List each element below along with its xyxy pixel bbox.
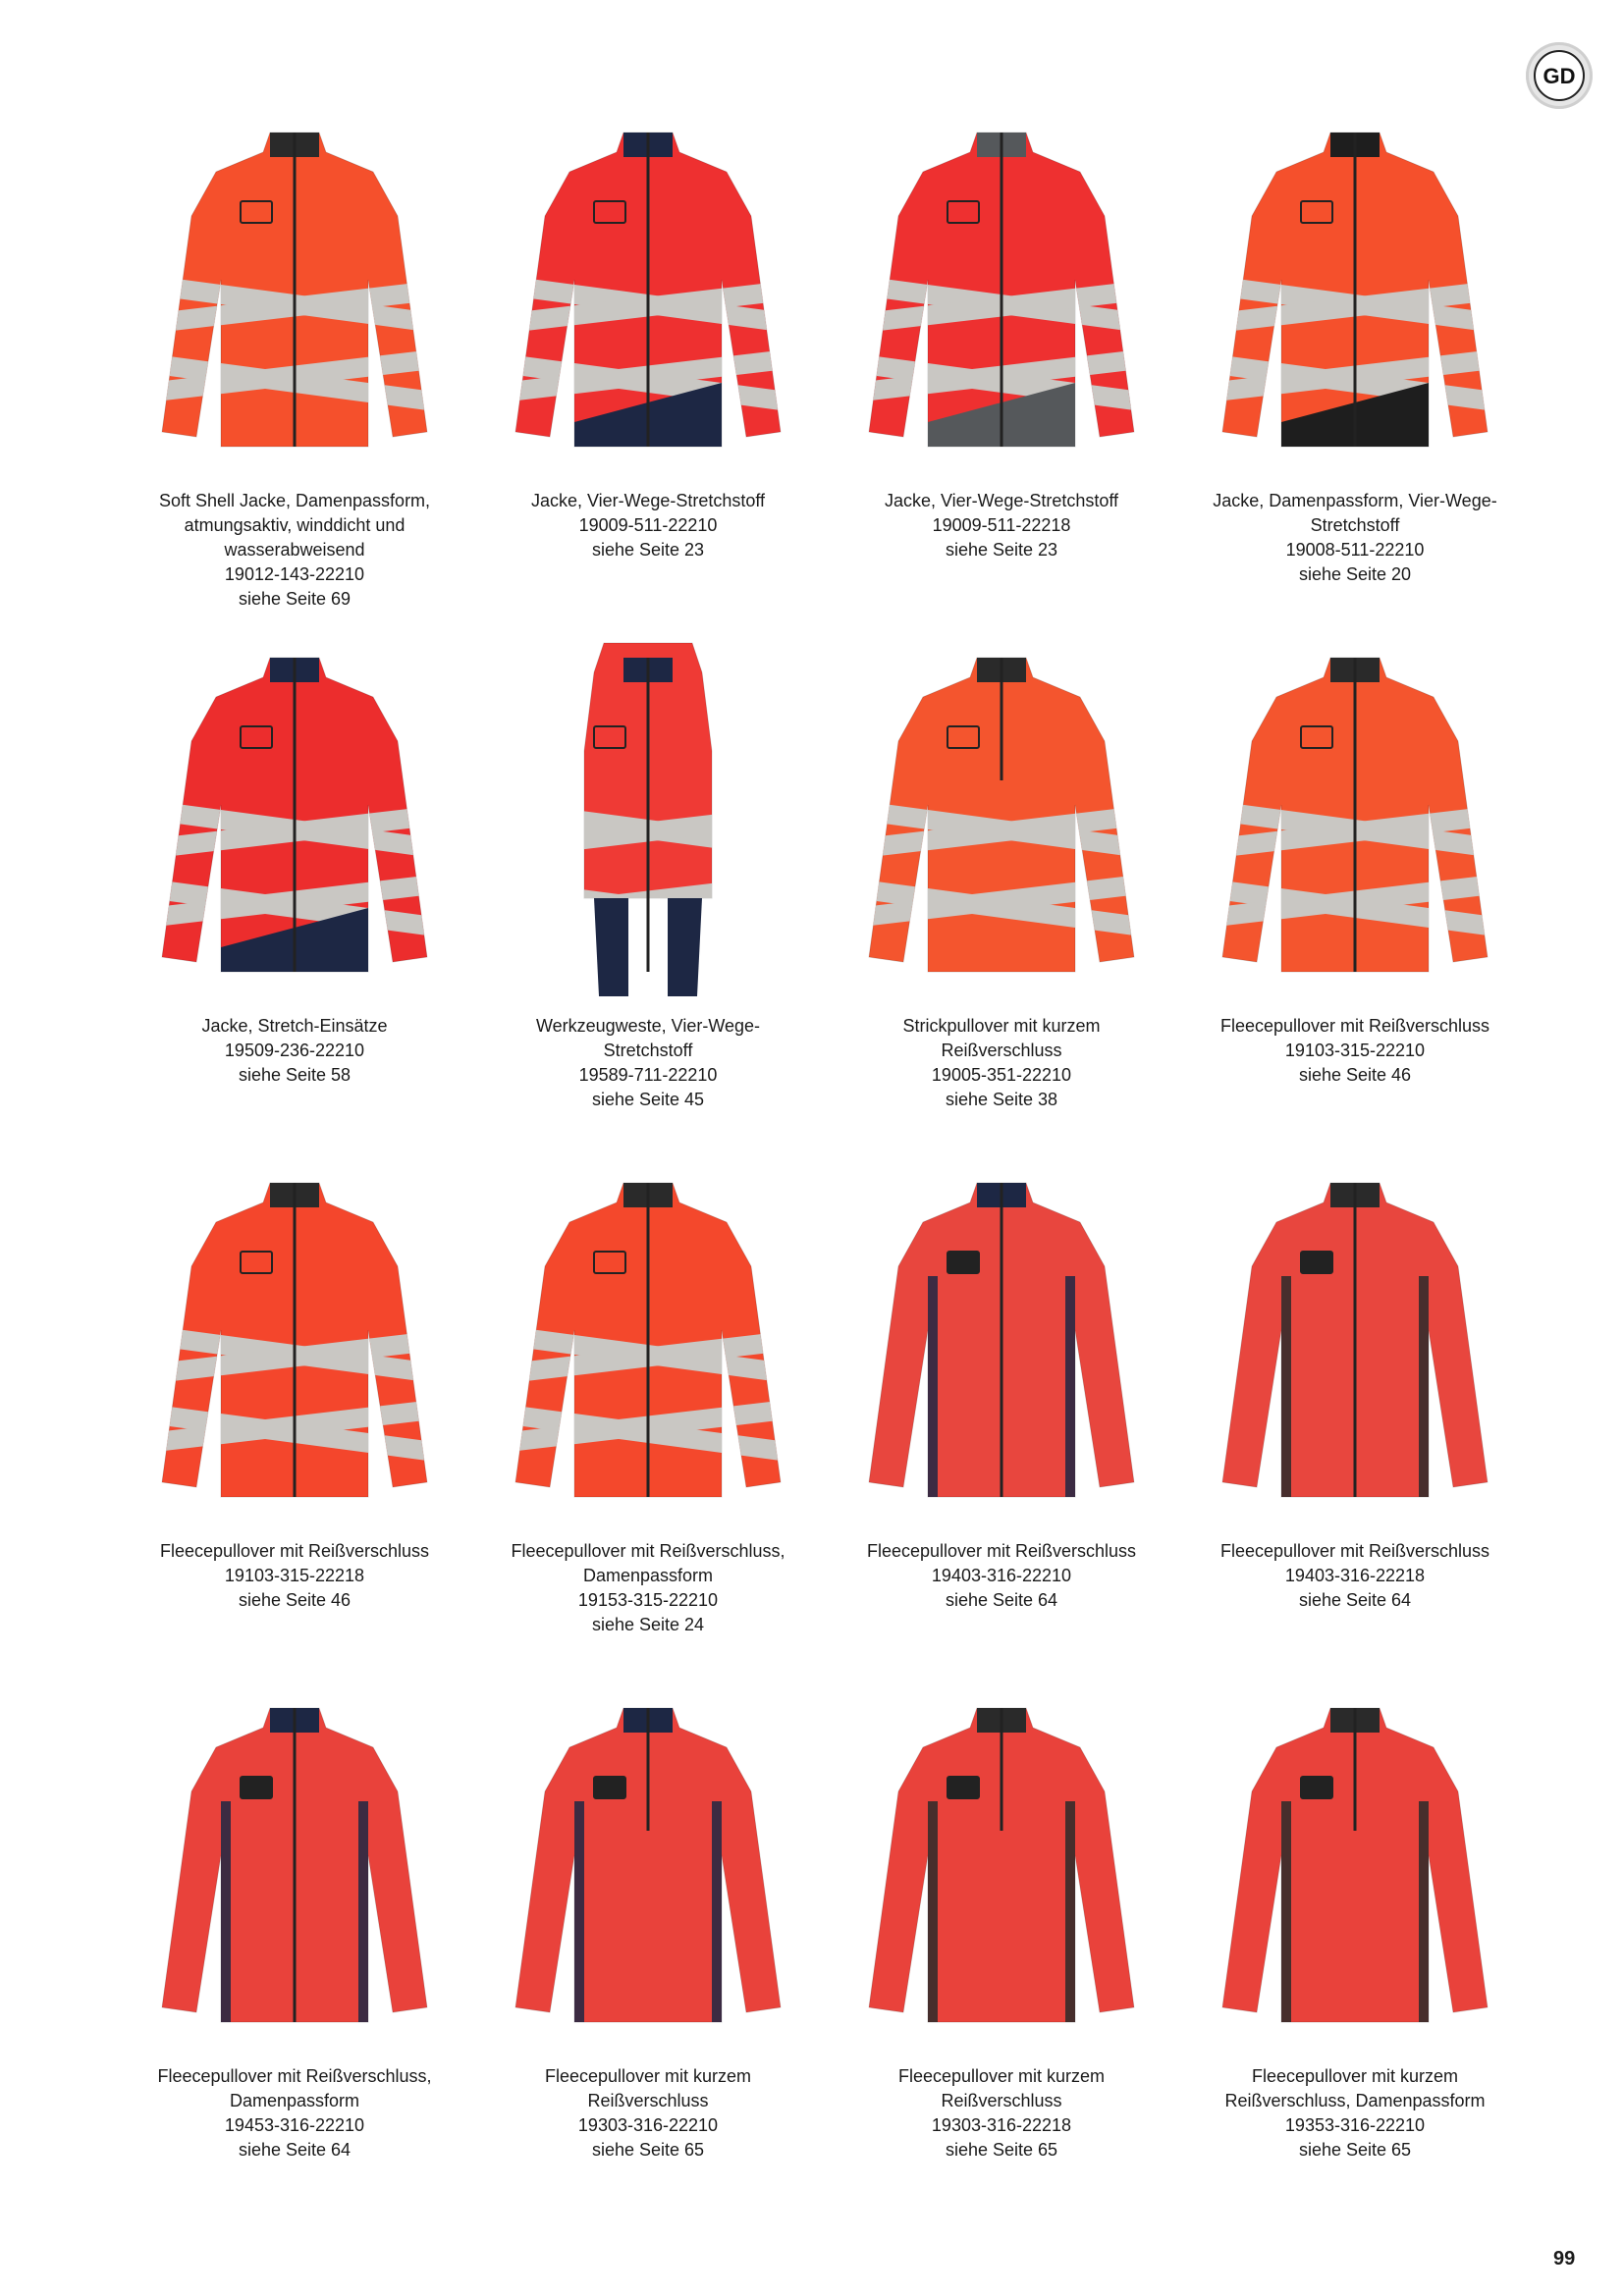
product-title-line: Reißverschluss <box>941 2091 1062 2110</box>
product-caption <box>486 1539 810 1637</box>
page-reference: siehe Seite 64 <box>945 1590 1058 1610</box>
product-code: 19012-143-22210 <box>224 564 365 584</box>
product-title-line: Fleecepullover mit Reißverschluss <box>1219 1016 1490 1036</box>
product-code: 19589-711-22210 <box>578 1065 718 1085</box>
product-title-line: Damenpassform <box>582 1566 714 1585</box>
product-title-line: Jacke, Stretch-Einsätze <box>201 1016 388 1036</box>
page-reference: siehe Seite 64 <box>238 2140 352 2160</box>
product-card <box>825 1158 1178 1683</box>
product-title-line: Fleecepullover mit Reißverschluss, <box>157 2066 432 2086</box>
product-card <box>118 108 471 633</box>
product-image <box>854 1683 1149 2056</box>
product-code: 19403-316-22210 <box>931 1566 1072 1585</box>
product-code: 19403-316-22218 <box>1284 1566 1426 1585</box>
product-caption <box>839 1539 1164 1613</box>
product-grid <box>118 108 1532 2209</box>
product-card <box>825 1683 1178 2209</box>
page-reference: siehe Seite 69 <box>238 589 352 609</box>
product-caption <box>839 2064 1164 2163</box>
product-code: 19353-316-22210 <box>1284 2115 1426 2135</box>
product-image <box>854 633 1149 1006</box>
page-reference: siehe Seite 45 <box>591 1090 705 1109</box>
brand-logo-icon <box>1532 48 1587 103</box>
product-caption <box>839 489 1164 562</box>
product-caption <box>486 1014 810 1112</box>
product-code: 19509-236-22210 <box>224 1041 365 1060</box>
product-image <box>1208 108 1502 481</box>
page-reference: siehe Seite 46 <box>1298 1065 1412 1085</box>
product-title-line: Jacke, Vier-Wege-Stretchstoff <box>530 491 766 510</box>
product-title-line: Fleecepullover mit Reißverschluss <box>1219 1541 1490 1561</box>
page-reference: siehe Seite 23 <box>945 540 1058 560</box>
product-code: 19009-511-22218 <box>932 515 1071 535</box>
product-caption <box>133 1014 457 1088</box>
product-caption <box>839 1014 1164 1112</box>
product-code: 19103-315-22210 <box>1284 1041 1426 1060</box>
page-reference: siehe Seite 65 <box>945 2140 1058 2160</box>
product-card <box>118 1683 471 2209</box>
product-image <box>147 1158 442 1531</box>
product-card <box>1178 633 1532 1158</box>
product-image <box>501 1683 795 2056</box>
page-reference: siehe Seite 65 <box>591 2140 705 2160</box>
page-reference: siehe Seite 64 <box>1298 1590 1412 1610</box>
product-caption <box>133 1539 457 1613</box>
product-title-line: Stretchstoff <box>1310 515 1400 535</box>
product-title-line: Reißverschluss <box>941 1041 1062 1060</box>
page-number: 99 <box>1553 2248 1576 2269</box>
product-title-line: Werkzeugweste, Vier-Wege- <box>535 1016 761 1036</box>
brand-logo <box>1526 42 1593 109</box>
page-reference: siehe Seite 20 <box>1298 564 1412 584</box>
product-image <box>1208 633 1502 1006</box>
product-image <box>501 633 795 1006</box>
page-reference: siehe Seite 23 <box>591 540 705 560</box>
page-reference: siehe Seite 38 <box>945 1090 1058 1109</box>
product-caption <box>1193 2064 1517 2163</box>
product-title-line: Fleecepullover mit kurzem <box>544 2066 752 2086</box>
product-title-line: Fleecepullover mit Reißverschluss, <box>511 1541 785 1561</box>
product-card <box>118 633 471 1158</box>
product-card <box>471 1158 825 1683</box>
product-card <box>471 108 825 633</box>
product-caption <box>486 489 810 562</box>
page-reference: siehe Seite 46 <box>238 1590 352 1610</box>
product-card <box>1178 1683 1532 2209</box>
product-caption <box>133 489 457 612</box>
product-caption <box>1193 1539 1517 1613</box>
product-title-line: Jacke, Damenpassform, Vier-Wege- <box>1213 491 1497 510</box>
product-image <box>854 108 1149 481</box>
product-title-line: Fleecepullover mit Reißverschluss <box>159 1541 430 1561</box>
product-title-line: Reißverschluss <box>587 2091 709 2110</box>
product-title-line: Fleecepullover mit Reißverschluss <box>866 1541 1137 1561</box>
product-title-line: Fleecepullover mit kurzem <box>1251 2066 1459 2086</box>
product-title-line: Soft Shell Jacke, Damenpassform, <box>158 491 431 510</box>
product-caption <box>486 2064 810 2163</box>
product-title-line: atmungsaktiv, winddicht und <box>184 515 406 535</box>
product-code: 19453-316-22210 <box>224 2115 365 2135</box>
product-caption <box>1193 489 1517 587</box>
product-code: 19153-315-22210 <box>577 1590 719 1610</box>
product-image <box>147 108 442 481</box>
product-code: 19008-511-22210 <box>1285 540 1425 560</box>
product-card <box>1178 108 1532 633</box>
page-reference: siehe Seite 65 <box>1298 2140 1412 2160</box>
product-code: 19005-351-22210 <box>931 1065 1072 1085</box>
product-title-line: Reißverschluss, Damenpassform <box>1224 2091 1486 2110</box>
product-title-line: wasserabweisend <box>224 540 365 560</box>
product-code: 19303-316-22218 <box>931 2115 1072 2135</box>
product-title-line: Stretchstoff <box>603 1041 693 1060</box>
product-image <box>501 1158 795 1531</box>
product-caption <box>1193 1014 1517 1088</box>
product-image <box>501 108 795 481</box>
product-image <box>147 633 442 1006</box>
product-code: 19103-315-22218 <box>224 1566 365 1585</box>
product-title-line: Damenpassform <box>229 2091 360 2110</box>
product-image <box>1208 1158 1502 1531</box>
product-card <box>471 633 825 1158</box>
product-image <box>147 1683 442 2056</box>
product-card <box>118 1158 471 1683</box>
product-card <box>825 633 1178 1158</box>
page-reference: siehe Seite 58 <box>238 1065 352 1085</box>
product-code: 19303-316-22210 <box>577 2115 719 2135</box>
product-title-line: Fleecepullover mit kurzem <box>897 2066 1106 2086</box>
product-card <box>471 1683 825 2209</box>
page-reference: siehe Seite 24 <box>591 1615 705 1634</box>
product-title-line: Strickpullover mit kurzem <box>902 1016 1101 1036</box>
product-title-line: Jacke, Vier-Wege-Stretchstoff <box>884 491 1119 510</box>
product-code: 19009-511-22210 <box>578 515 718 535</box>
product-card <box>1178 1158 1532 1683</box>
product-caption <box>133 2064 457 2163</box>
logo-lettering: GD <box>1543 64 1576 88</box>
product-image <box>854 1158 1149 1531</box>
product-image <box>1208 1683 1502 2056</box>
product-card <box>825 108 1178 633</box>
